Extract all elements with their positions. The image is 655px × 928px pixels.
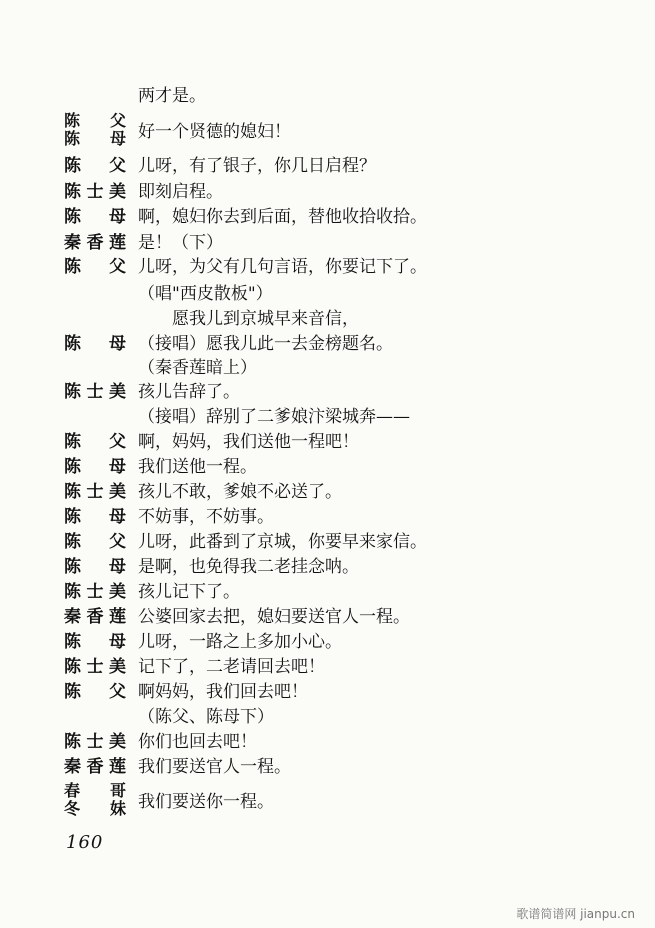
dialogue-line [0, 253, 655, 281]
dialogue-text: 公婆回家去把，媳妇要送官人一程。 [138, 607, 410, 627]
dialogue-line [0, 628, 655, 656]
dialogue-text: 儿呀，此番到了京城，你要早来家信。 [138, 532, 427, 552]
dialogue-line [0, 753, 655, 781]
dialogue-line [0, 603, 655, 631]
speaker-name: 秦香莲 [64, 757, 126, 777]
dialogue-line [0, 528, 655, 556]
dialogue-line [0, 678, 655, 706]
stage-direction: （陈父、陈母下） [138, 707, 274, 727]
dialogue-line [0, 553, 655, 581]
speaker-name: 陈 父 [64, 111, 126, 130]
dialogue-text: 记下了，二老请回去吧！ [138, 657, 325, 677]
speaker-name: 陈 父 [64, 257, 126, 277]
speaker-name: 陈士美 [64, 382, 126, 402]
speaker-name: 陈 母 [64, 129, 126, 148]
stage-direction: 愿我儿到京城早来音信， [172, 309, 359, 329]
speaker-name: 陈 母 [64, 507, 126, 527]
dialogue-text: 是啊，也免得我二老挂念呐。 [138, 557, 359, 577]
stage-direction: （秦香莲暗上） [138, 358, 257, 378]
speaker-name: 陈士美 [64, 732, 126, 752]
speaker-name: 陈 母 [64, 632, 126, 652]
speaker-name: 陈 父 [64, 432, 126, 452]
dialogue-text: 儿呀，有了银子，你几日启程？ [138, 156, 376, 176]
dialogue-line [0, 82, 655, 110]
dialogue-text: 孩儿记下了。 [138, 582, 240, 602]
page-number: 160 [66, 832, 104, 853]
speaker-name: 冬 妹 [64, 799, 126, 818]
dialogue-text: 儿呀，为父有几句言语，你要记下了。 [138, 257, 427, 277]
speaker-name: 秦香莲 [64, 233, 126, 253]
speaker-name: 陈士美 [64, 482, 126, 502]
dialogue-line [0, 111, 655, 148]
dialogue-text: 我们要送你一程。 [138, 792, 274, 812]
speaker-name: 陈士美 [64, 582, 126, 602]
dialogue-text: 我们送他一程。 [138, 457, 257, 477]
dialogue-line [0, 152, 655, 180]
dialogue-text: 啊，妈妈，我们送他一程吧！ [138, 432, 359, 452]
dialogue-line [0, 203, 655, 231]
speaker-name: 春 哥 [64, 781, 126, 800]
dialogue-line [0, 728, 655, 756]
dialogue-text: 好一个贤德的媳妇！ [138, 122, 291, 142]
dialogue-text: 即刻启程。 [138, 182, 223, 202]
watermark: 歌谱简谱网 jianpu.cn [516, 907, 635, 921]
speaker-name: 陈士美 [64, 657, 126, 677]
dialogue-line [0, 305, 655, 333]
dialogue-text: 孩儿不敢，爹娘不必送了。 [138, 482, 342, 502]
dialogue-text: 孩儿告辞了。 [138, 382, 240, 402]
speaker-name: 陈士美 [64, 182, 126, 202]
dialogue-text: （接唱）愿我儿此一去金榜题名。 [138, 334, 393, 354]
dialogue-line [0, 403, 655, 431]
speaker-name: 陈 母 [64, 207, 126, 227]
dialogue-line [0, 478, 655, 506]
stage-direction: 两才是。 [138, 86, 206, 106]
dialogue-line [0, 578, 655, 606]
dialogue-text: 不妨事，不妨事。 [138, 507, 274, 527]
dialogue-text: 你们也回去吧！ [138, 732, 257, 752]
speaker-name: 陈 母 [64, 457, 126, 477]
stage-direction: （唱"西皮散板"） [138, 284, 273, 304]
dialogue-line [0, 178, 655, 206]
dialogue-line [0, 781, 655, 818]
speaker-name: 陈 父 [64, 532, 126, 552]
dialogue-text: 啊，媳妇你去到后面，替他收拾收拾。 [138, 207, 427, 227]
dialogue-text: 我们要送官人一程。 [138, 757, 291, 777]
speaker-name: 陈 父 [64, 682, 126, 702]
speaker-name: 秦香莲 [64, 607, 126, 627]
dialogue-line [0, 503, 655, 531]
speaker-name: 陈 母 [64, 334, 126, 354]
stage-direction: （接唱）辞别了二爹娘汴梁城奔—— [138, 407, 410, 427]
dialogue-line [0, 378, 655, 406]
dialogue-text: 儿呀，一路之上多加小心。 [138, 632, 342, 652]
dialogue-line [0, 653, 655, 681]
speaker-name: 陈 母 [64, 557, 126, 577]
dialogue-line [0, 453, 655, 481]
dialogue-text: 啊妈妈，我们回去吧！ [138, 682, 308, 702]
dialogue-line [0, 280, 655, 308]
dialogue-text: 是！（下） [138, 233, 223, 253]
joint-speaker [64, 112, 126, 148]
joint-speaker [64, 782, 126, 818]
speaker-name: 陈 父 [64, 156, 126, 176]
dialogue-line [0, 428, 655, 456]
dialogue-line [0, 703, 655, 731]
